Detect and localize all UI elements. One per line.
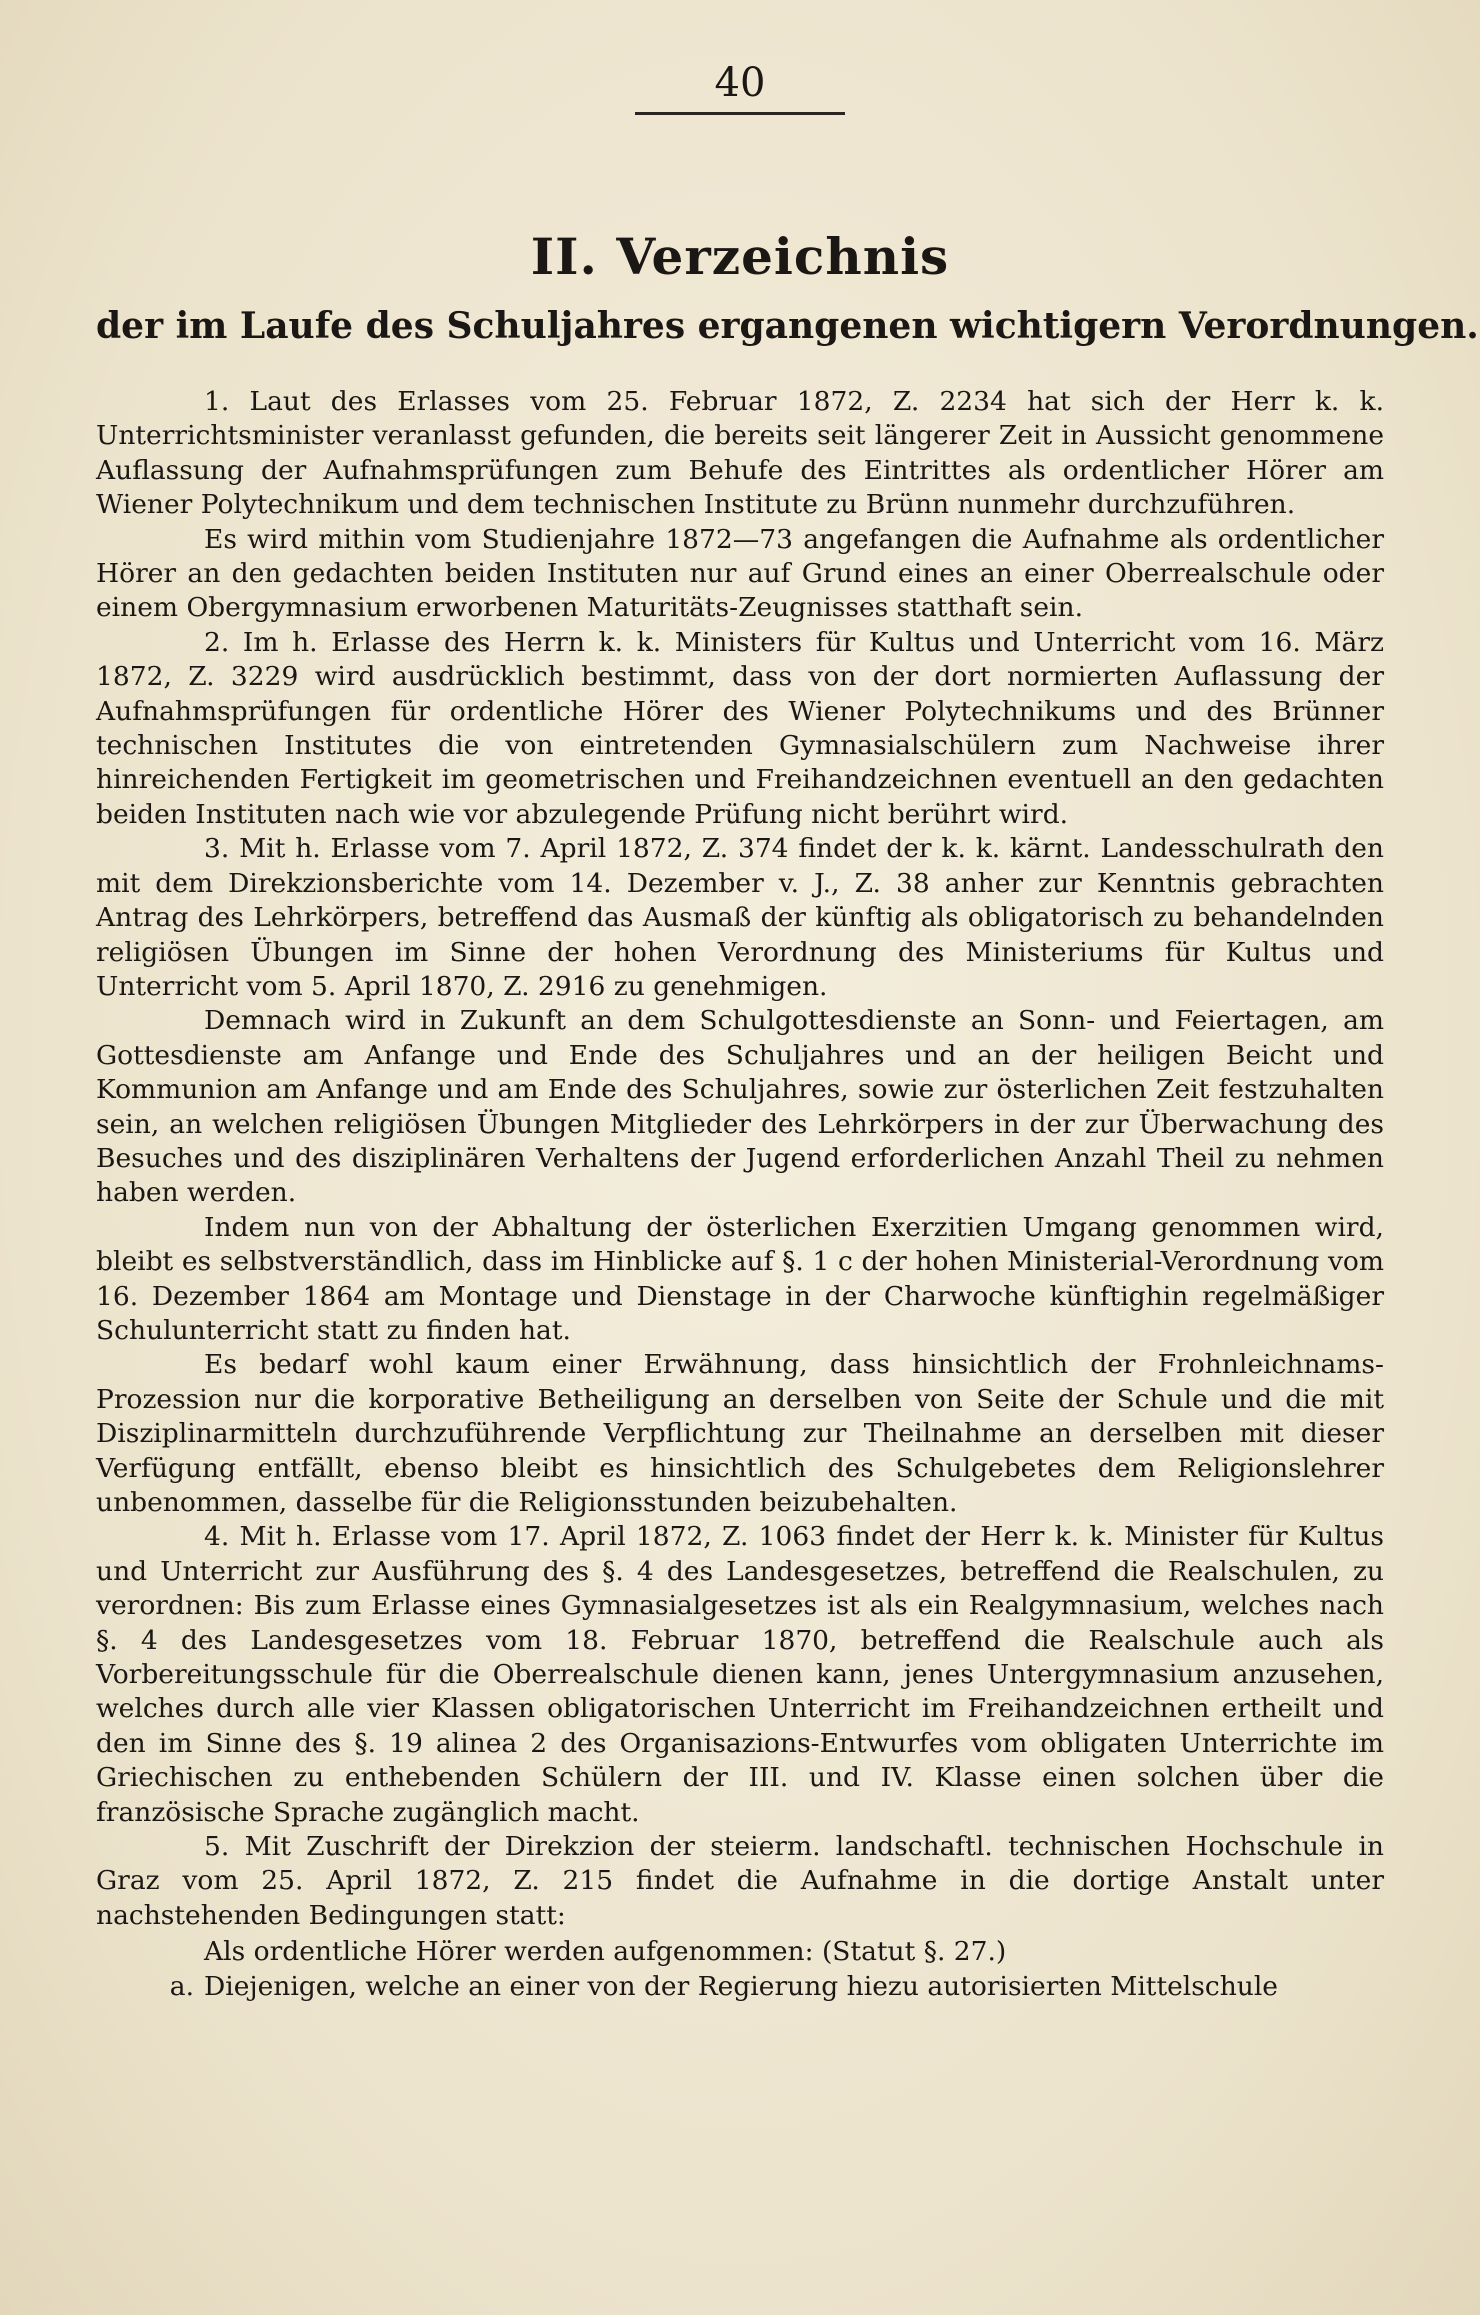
- section-heading: II. Verzeichnis: [530, 227, 950, 286]
- page-number-rule: [635, 112, 845, 115]
- paragraph-item-1-continuation: Es wird mithin vom Studienjahre 1872—73 angefangen die Aufnahme als ordentlicher Hörer an den gedachten beiden Instituten nur auf Grund eines an einer Oberrealschule oder einem Obergymnasium erworbenen Maturitäts-Zeugnisses statthaft sein.: [96, 523, 1384, 624]
- paragraph-item-3-demnach: Demnach wird in Zukunft an dem Schulgottesdienste an Sonn- und Feiertagen, am Gottesdienste am Anfange und Ende des Schuljahres und an der heiligen Beicht und Kommunion am Anfange und am Ende des Schuljahres, sowie zur österlichen Zeit festzuhalten sein, an welchen religiösen Übungen Mitglieder des Lehrkörpers in der zur Überwachung des Besuches und des disziplinären Verhaltens der Jugend erforderlichen Anzahl Theil zu nehmen haben werden.: [96, 1005, 1384, 1209]
- paragraph-item-5: 5. Mit Zuschrift der Direkzion der steierm. landschaftl. technischen Hochschule in Graz vom 25. April 1872, Z. 215 findet die Aufnahme in die dortige Anstalt unter nachstehenden Bedingungen statt:: [96, 1831, 1384, 1931]
- paragraph-item-4: 4. Mit h. Erlasse vom 17. April 1872, Z. 1063 findet der Herr k. k. Minister für Kultus und Unterricht zur Ausführung des §. 4 des Landesgesetzes, betreffend die Realschulen, zu verordnen: Bis zum Erlasse eines Gymnasialgesetzes ist als ein Realgymnasium, welches nach §. 4 des Landesgesetzes vom 18. Februar 1870, betreffend die Realschule auch als Vorbereitungsschule für die Oberrealschule dienen kann, jenes Untergymnasium anzusehen, welches durch alle vier Klassen obligatorischen Unterricht im Freihandzeichnen ertheilt und den im Sinne des §. 19 alinea 2 des Organisazions-Entwurfes vom obligaten Unterrichte im Griechischen zu enthebenden Schülern der III. und IV. Klasse einen solchen über die französische Sprache zugänglich macht.: [96, 1521, 1384, 1828]
- paragraph-item-1: 1. Laut des Erlasses vom 25. Februar 1872, Z. 2234 hat sich der Herr k. k. Unterrichtsminister veranlasst gefunden, die bereits seit längerer Zeit in Aussicht genommene Auflassung der Aufnahmsprüfungen zum Behufe des Eintrittes als ordentlicher Hörer am Wiener Polytechnikum und dem technischen Institute zu Brünn nunmehr durchzuführen.: [96, 386, 1384, 521]
- paragraph-admission-heading: Als ordentliche Hörer werden aufgenommen: (Statut §. 27.): [204, 1936, 1007, 1968]
- condition-text: Diejenigen, welche an einer von der Regierung hiezu autorisierten Mittelschule: [204, 1970, 1278, 2002]
- section-subheading: der im Laufe des Schuljahres ergangenen wichtigern Verordnungen.: [96, 305, 1479, 347]
- paragraph-item-2: 2. Im h. Erlasse des Herrn k. k. Ministers für Kultus und Unterricht vom 16. März 1872, Z. 3229 wird ausdrücklich bestimmt, dass von der dort normierten Auflassung der Aufnahmsprüfungen für ordentliche Hörer des Wiener Polytechnikums und des Brünner technischen Institutes die von eintretenden Gymnasialschülern zum Nachweise ihrer hinreichenden Fertigkeit im geometrischen und Freihandzeichnen eventuell an den gedachten beiden Instituten nach wie vor abzulegende Prüfung nicht berührt wird.: [96, 626, 1384, 830]
- paragraph-item-3: 3. Mit h. Erlasse vom 7. April 1872, Z. 374 findet der k. k. kärnt. Landesschulrath den mit dem Direkzionsberichte vom 14. Dezember v. J., Z. 38 anher zur Kenntnis gebrachten Antrag des Lehrkörpers, betreffend das Ausmaß der künftig als obligatorisch zu behandelnden religiösen Übungen im Sinne der hohen Verordnung des Ministeriums für Kultus und Unterricht vom 5. April 1870, Z. 2916 zu genehmigen.: [96, 833, 1384, 1002]
- paragraph-item-3-frohnleichnam: Es bedarf wohl kaum einer Erwähnung, dass hinsichtlich der Frohnleichnams-Prozession nur die korporative Betheiligung an derselben von Seite der Schule und die mit Disziplinarmitteln durchzuführende Verpflichtung zur Theilnahme an derselben mit dieser Verfügung entfällt, ebenso bleibt es hinsichtlich des Schulgebetes dem Religionslehrer unbenommen, dasselbe für die Religionsstunden beizubehalten.: [96, 1349, 1384, 1518]
- paragraph-condition-a: [96, 1970, 1384, 2004]
- list-marker: a.: [169, 1970, 194, 2002]
- paragraph-item-3-indem: Indem nun von der Abhaltung der österlichen Exerzitien Umgang genommen wird, bleibt es selbstverständlich, dass im Hinblicke auf §. 1 c der hohen Ministerial-Verordnung vom 16. Dezember 1864 am Montage und Dienstage in der Charwoche künftighin regelmäßiger Schulunterricht statt zu finden hat.: [96, 1211, 1384, 1346]
- document-body: [96, 385, 1384, 2004]
- page-number: 40: [714, 60, 766, 106]
